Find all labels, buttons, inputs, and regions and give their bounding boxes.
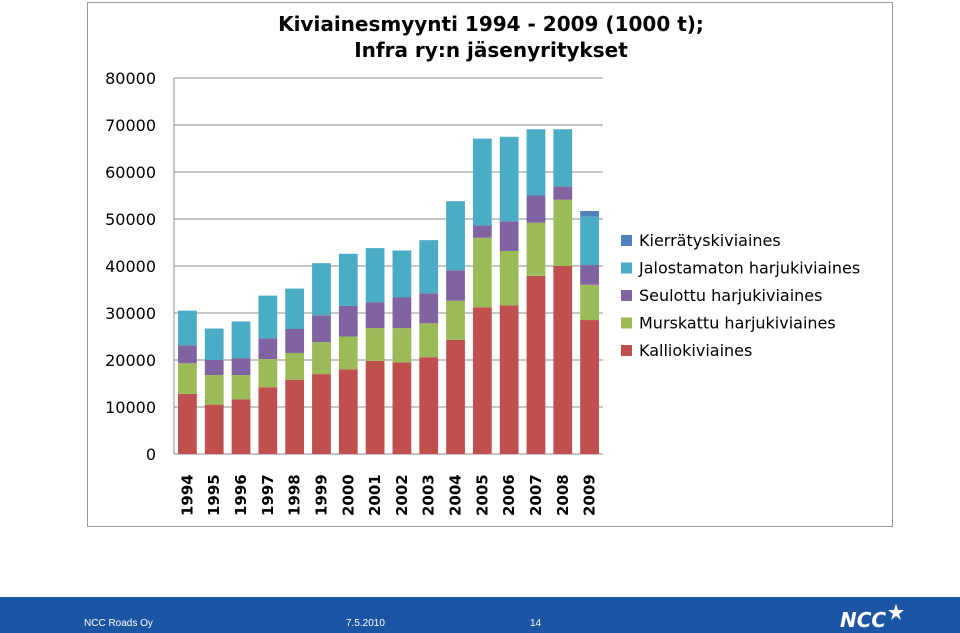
y-tick-label: 0 — [145, 445, 156, 464]
x-category-label: 1995 — [205, 474, 224, 516]
bar-segment — [527, 196, 546, 223]
x-category-label: 2007 — [526, 474, 545, 516]
bar-segment — [232, 321, 251, 358]
y-tick-label: 30000 — [105, 304, 156, 323]
bar-segment — [393, 328, 412, 362]
legend-label: Kalliokiviaines — [639, 341, 753, 360]
x-category-label: 1999 — [312, 474, 331, 516]
bar-segment — [473, 307, 492, 454]
legend-swatch — [621, 290, 632, 301]
legend-label: Kierrätyskiviaines — [639, 231, 781, 250]
bar-segment — [232, 358, 251, 375]
x-category-label: 1994 — [178, 474, 197, 516]
y-tick-label: 70000 — [105, 116, 156, 135]
bar-segment — [527, 223, 546, 276]
y-tick-label: 60000 — [105, 163, 156, 182]
bar-segment — [553, 129, 572, 186]
x-category-label: 2000 — [339, 474, 358, 516]
x-category-label: 2006 — [500, 474, 519, 516]
y-tick-label: 50000 — [105, 210, 156, 229]
bar-segment — [500, 137, 519, 222]
bar-segment — [285, 353, 304, 380]
chart-frame — [87, 2, 893, 527]
legend-swatch — [621, 318, 632, 329]
bar-segment — [446, 301, 465, 340]
bar-segment — [446, 201, 465, 270]
x-category-label: 1997 — [258, 474, 277, 516]
bar-segment — [580, 217, 599, 265]
y-tick-label: 40000 — [105, 257, 156, 276]
bar-segment — [178, 363, 197, 394]
bar-segment — [473, 226, 492, 238]
bar-segment — [366, 302, 385, 328]
bar-segment — [232, 399, 251, 454]
bar-segment — [419, 357, 438, 454]
bar-segment — [446, 270, 465, 301]
x-category-label: 2009 — [580, 474, 599, 516]
chart-title-line: Infra ry:n jäsenyritykset — [354, 38, 628, 62]
legend-swatch — [621, 263, 632, 274]
bar-segment — [258, 338, 277, 359]
bar-segment — [580, 285, 599, 320]
bar-segment — [205, 329, 224, 360]
bar-segment — [393, 297, 412, 328]
x-category-label: 2003 — [419, 474, 438, 516]
bar-segment — [500, 305, 519, 454]
bar-segment — [205, 360, 224, 375]
bar-segment — [393, 362, 412, 454]
bar-segment — [553, 266, 572, 454]
legend-label: Murskattu harjukiviaines — [639, 313, 836, 333]
bar-segment — [580, 211, 599, 217]
bar-segment — [419, 240, 438, 293]
bar-segment — [366, 248, 385, 302]
bar-segment — [178, 345, 197, 363]
x-category-label: 1996 — [232, 474, 251, 516]
bar-segment — [205, 375, 224, 405]
bar-segment — [258, 359, 277, 387]
bar-segment — [393, 250, 412, 297]
bar-segment — [232, 375, 251, 399]
footer-date: 7.5.2010 — [346, 618, 385, 629]
x-category-label: 2002 — [392, 474, 411, 516]
bar-segment — [473, 238, 492, 308]
bar-segment — [312, 263, 331, 315]
bar-segment — [258, 387, 277, 454]
bar-segment — [285, 329, 304, 353]
x-category-label: 2004 — [446, 474, 465, 516]
bar-segment — [580, 320, 599, 454]
bar-segment — [553, 187, 572, 200]
chart-svg — [88, 3, 892, 526]
bar-segment — [553, 200, 572, 266]
ncc-logo-star-icon — [888, 604, 904, 620]
bar-segment — [366, 361, 385, 454]
chart-title-line: Kiviainesmyynti 1994 - 2009 (1000 t); — [278, 12, 704, 36]
ncc-logo — [830, 600, 910, 632]
bar-segment — [527, 276, 546, 454]
bar-segment — [285, 380, 304, 454]
y-tick-label: 20000 — [105, 351, 156, 370]
legend-label: Seulottu harjukiviaines — [639, 286, 823, 305]
bar-segment — [339, 306, 358, 337]
x-category-label: 1998 — [285, 474, 304, 516]
x-category-label: 2001 — [366, 474, 385, 516]
bar-segment — [178, 311, 197, 346]
y-tick-label: 10000 — [105, 398, 156, 417]
bar-segment — [339, 337, 358, 370]
bar-segment — [446, 340, 465, 454]
footer-company: NCC Roads Oy — [84, 618, 153, 629]
bar-segment — [312, 342, 331, 374]
x-category-label: 2008 — [553, 474, 572, 516]
bar-segment — [500, 251, 519, 306]
legend-label: Jalostamaton harjukiviaines — [639, 258, 861, 278]
bar-segment — [312, 315, 331, 342]
y-tick-label: 80000 — [105, 69, 156, 88]
bar-segment — [258, 296, 277, 339]
bar-segment — [473, 139, 492, 226]
footer-page-number: 14 — [530, 618, 542, 629]
bar-segment — [580, 265, 599, 285]
bar-segment — [527, 129, 546, 195]
bar-segment — [312, 374, 331, 454]
x-category-label: 2005 — [473, 474, 492, 516]
bar-segment — [339, 254, 358, 306]
legend-swatch — [621, 235, 632, 246]
bar-segment — [366, 328, 385, 361]
bar-segment — [419, 293, 438, 323]
bar-segment — [285, 289, 304, 329]
bar-segment — [205, 405, 224, 454]
legend-swatch — [621, 345, 632, 356]
bar-segment — [178, 394, 197, 454]
bar-segment — [500, 221, 519, 251]
bar-segment — [339, 369, 358, 454]
bar-segment — [419, 323, 438, 357]
ncc-logo-text: NCC — [840, 608, 887, 632]
